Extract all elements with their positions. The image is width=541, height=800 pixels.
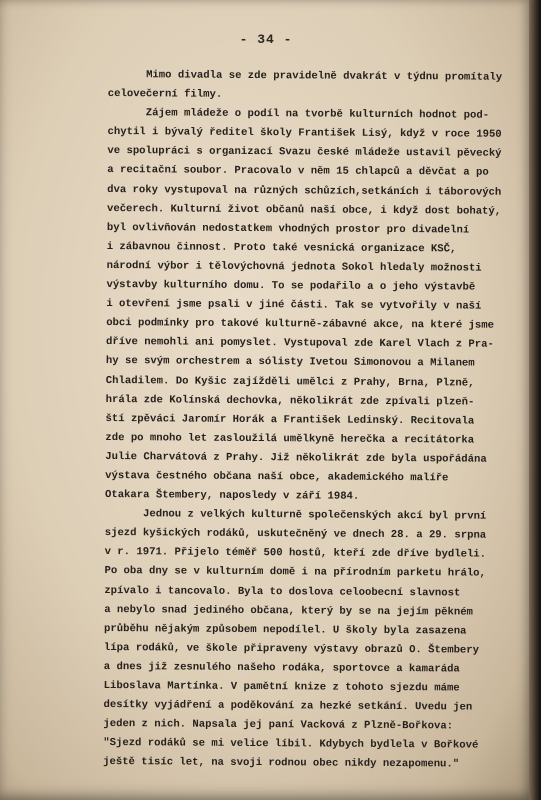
text-line: Mimo divadla se zde pravidelně dvakrát v týdnu promítaly [107, 68, 503, 84]
text-line: a recitační soubor. Pracovalo v něm 15 chlapců a děvčat a po [107, 164, 489, 180]
text-line: zpívalo i tancovalo. Byla to doslova celoobecní slavnost [104, 584, 461, 600]
text-line: ští zpěváci Jaromír Horák a František Ledinský. Recitovala [105, 412, 475, 428]
text-line: i zábavnou činnost. Proto také vesnická organizace KSČ, [106, 240, 457, 256]
page-number: - 34 - [239, 32, 293, 47]
text-line: výstavby kulturního domu. To se podařilo a o jeho výstavbě [106, 279, 476, 294]
text-line: a nebylo snad jediného občana, který by se na jejím pěkném [104, 603, 473, 619]
book-spine-shadow [529, 0, 541, 800]
text-line: dva roky vystupoval na různých schůzích,setkáních i táborových [107, 183, 502, 199]
text-line: Chladilem. Do Kyšic zajížděli umělci z Prahy, Brna, Plzně, [105, 374, 475, 390]
text-line: Zájem mládeže o podíl na tvorbě kulturních hodnot pod- [107, 107, 490, 122]
text-line: Jednou z velkých kulturně společenských akcí byl první [104, 508, 487, 523]
text-line: v r. 1971. Přijelo téměř 500 hostů, kteří zde dříve bydleli. [104, 546, 487, 561]
text-line: "Sjezd rodáků se mi velice líbil. Kdybych bydlela v Bořkové [103, 737, 479, 752]
text-line: národní výbor i tělovýchovná jednota Sokol hledaly možnosti [106, 259, 482, 275]
text-line: zde po mnoho let zasloužilá umělkyně herečka a recitátorka [105, 431, 475, 447]
text-line: hrála zde Kolínská dechovka, několikrát zde zpívali plzeň- [105, 393, 475, 409]
text-line: celovečerní filmy. [107, 88, 223, 101]
text-line: Otakara Štembery, naposledy v září 1984. [104, 489, 360, 503]
text-line: sjezd kyšických rodáků, uskutečněný ve dnech 28. a 29. srpna [104, 527, 487, 542]
text-line: výstava čestného občana naší obce, akademického malíře [105, 469, 449, 485]
text-line: lípa rodáků, ve škole připraveny výstavy obrazů O. Štembery [103, 641, 480, 657]
text-line: dříve nemohli ani pomyslet. Vystupoval zde Karel Vlach z Pra- [106, 336, 494, 352]
text-line: a dnes již zesnulého našeho rodáka, sportovce a kamaráda [103, 660, 460, 676]
typewritten-text [103, 66, 528, 775]
text-line: desítky vyjádření a poděkování za hezké setkání. Uvedu jen [103, 699, 473, 714]
text-line: Liboslava Martínka. V pamětní knize z tohoto sjezdu máme [103, 679, 460, 695]
text-line: byl ovlivňován nedostatkem vhodných prostor pro divadelní [106, 221, 470, 237]
text-line: ve spolupráci s organizací Svazu české mládeže ustavil pěvecký [107, 145, 502, 161]
text-line: ještě tisíc let, na svoji rodnou obec nikdy nezapomenu." [103, 756, 460, 771]
text-line: obci podmínky pro takové kulturně-zábavné akce, na které jsme [106, 317, 495, 332]
text-line: chytil i bývalý ředitel školy František Lisý, když v roce 1950 [107, 126, 502, 142]
text-line: Po oba dny se v kulturním domě i na přírodním parketu hrálo, [104, 565, 486, 581]
text-line: jeden z nich. Napsala jej paní Vacková z Plzně-Bořkova: [103, 718, 454, 733]
text-line: i otevření jsme psali v jiné části. Tak se vytvořily v naší [106, 298, 482, 313]
text-line: večerech. Kulturní život občanů naší obce, i když dost bohatý, [106, 202, 502, 218]
text-line: hy se svým orchestrem a sólisty Ivetou Simonovou a Milanem [105, 355, 475, 370]
text-line: průběhu nějakým způsobem nepodílel. U školy byla zasazena [104, 622, 467, 638]
text-line: Julie Charvátová z Prahy. Již několikrát zde byla uspořádána [105, 450, 487, 466]
